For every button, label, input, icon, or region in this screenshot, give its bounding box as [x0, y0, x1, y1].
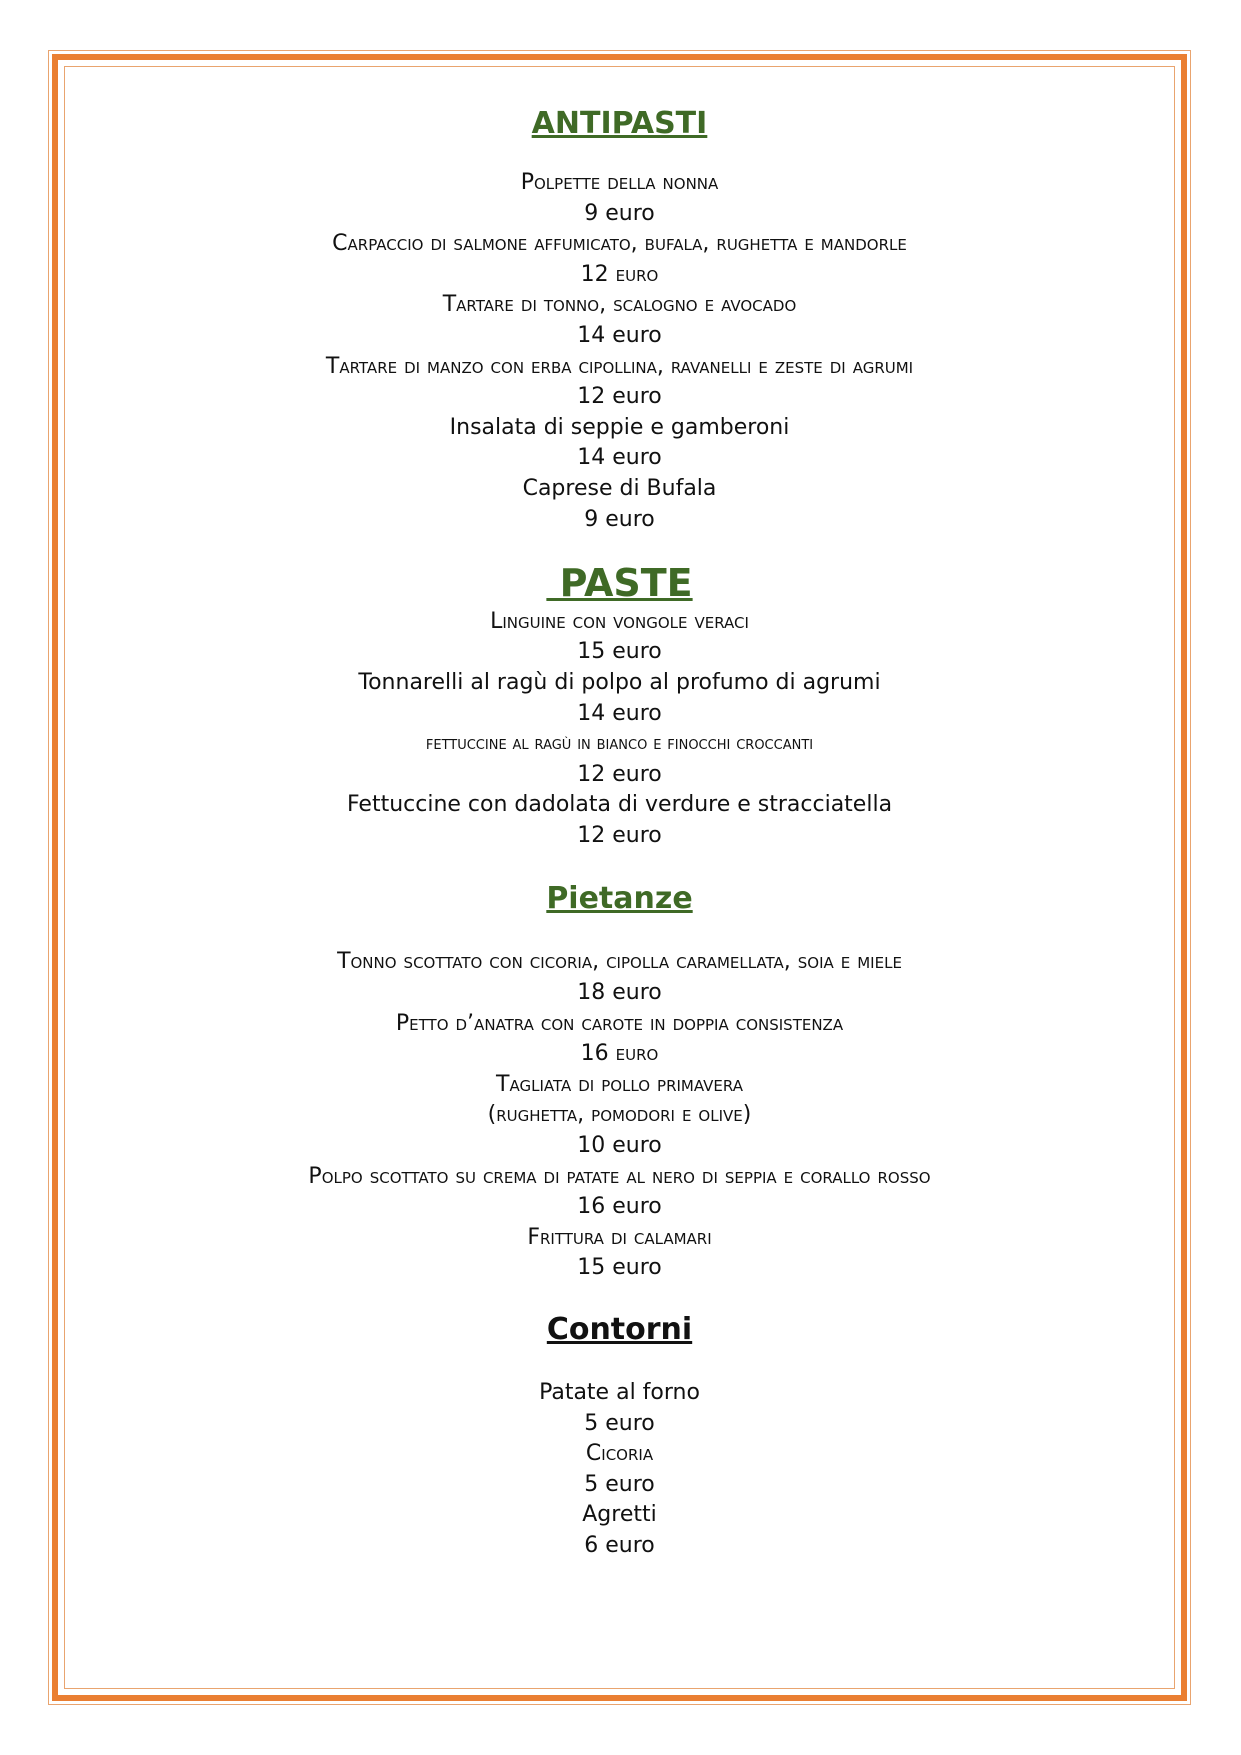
menu-item-price: 9 euro	[584, 200, 655, 226]
menu-item-price: 15 euro	[577, 1255, 662, 1281]
menu-content	[66, 68, 1173, 1562]
menu-item-name: Patate al forno	[539, 1380, 700, 1405]
menu-item-price: 12 euro	[577, 384, 662, 410]
menu-item-name: Tartare di tonno, scalogno e avocado	[442, 292, 797, 318]
menu-item-name: Insalata di seppie e gamberoni	[449, 414, 790, 440]
menu-item-name: Tonnarelli al ragù di polpo al profumo di agrumi	[358, 669, 881, 695]
section-items-antipasti	[66, 168, 1173, 535]
section-items-contorni	[66, 1378, 1173, 1562]
menu-item-price: 16 euro	[577, 1194, 662, 1220]
menu-item-name: Polpette della nonna	[520, 170, 719, 195]
menu-item-name: Linguine con vongole veraci	[490, 608, 749, 634]
menu-item-price: 9 euro	[584, 506, 655, 532]
menu-item-price: 10 euro	[577, 1133, 662, 1159]
menu-item-price: 14 euro	[577, 700, 662, 726]
section-title-antipasti: ANTIPASTI	[531, 106, 708, 141]
menu-item-name: Tonno scottato con cicoria, cipolla caramellata, soia e miele	[337, 949, 902, 975]
section-items-paste	[66, 607, 1173, 852]
menu-item-price: 5 euro	[584, 1410, 655, 1436]
menu-item-name: Fettuccine con dadolata di verdure e stracciatella	[346, 792, 893, 818]
menu-item-name: Cicoria	[585, 1441, 654, 1467]
menu-item-name: Petto d’anatra con carote in doppia consistenza	[395, 1010, 844, 1036]
menu-item-name: Polpo scottato su crema di patate al nero di seppia e corallo rosso	[308, 1163, 931, 1189]
menu-item-price: 12 euro	[577, 761, 662, 787]
menu-item-name: Tagliata di pollo primavera	[496, 1071, 743, 1097]
menu-item-price: 5 euro	[584, 1471, 655, 1497]
section-title-paste: PASTE	[546, 561, 693, 606]
menu-item-name: Carpaccio di salmone affumicato, bufala, rughetta e mandorle	[332, 231, 907, 257]
menu-item-name: fettuccine al ragù in bianco e finocchi croccanti	[425, 733, 814, 755]
menu-item-price: 12 euro	[580, 261, 659, 287]
menu-item-price: 14 euro	[577, 322, 662, 348]
menu-item-name: Frittura di calamari	[527, 1224, 712, 1250]
menu-item-price: 15 euro	[577, 639, 662, 665]
section-title-contorni: Contorni	[546, 1312, 693, 1347]
menu-item-name: (rughetta, pomodori e olive)	[487, 1102, 752, 1128]
section-items-pietanze	[66, 947, 1173, 1284]
menu-item-price: 14 euro	[577, 445, 662, 471]
menu-item-name: Agretti	[582, 1502, 657, 1528]
menu-item-price: 12 euro	[577, 822, 662, 848]
menu-item-name: Caprese di Bufala	[522, 475, 717, 501]
menu-item-price: 18 euro	[577, 980, 662, 1006]
section-title-pietanze: Pietanze	[546, 881, 693, 917]
menu-item-price: 6 euro	[584, 1532, 655, 1558]
menu-item-name: Tartare di manzo con erba cipollina, ravanelli e zeste di agrumi	[325, 353, 914, 379]
menu-item-price: 16 euro	[580, 1041, 659, 1067]
